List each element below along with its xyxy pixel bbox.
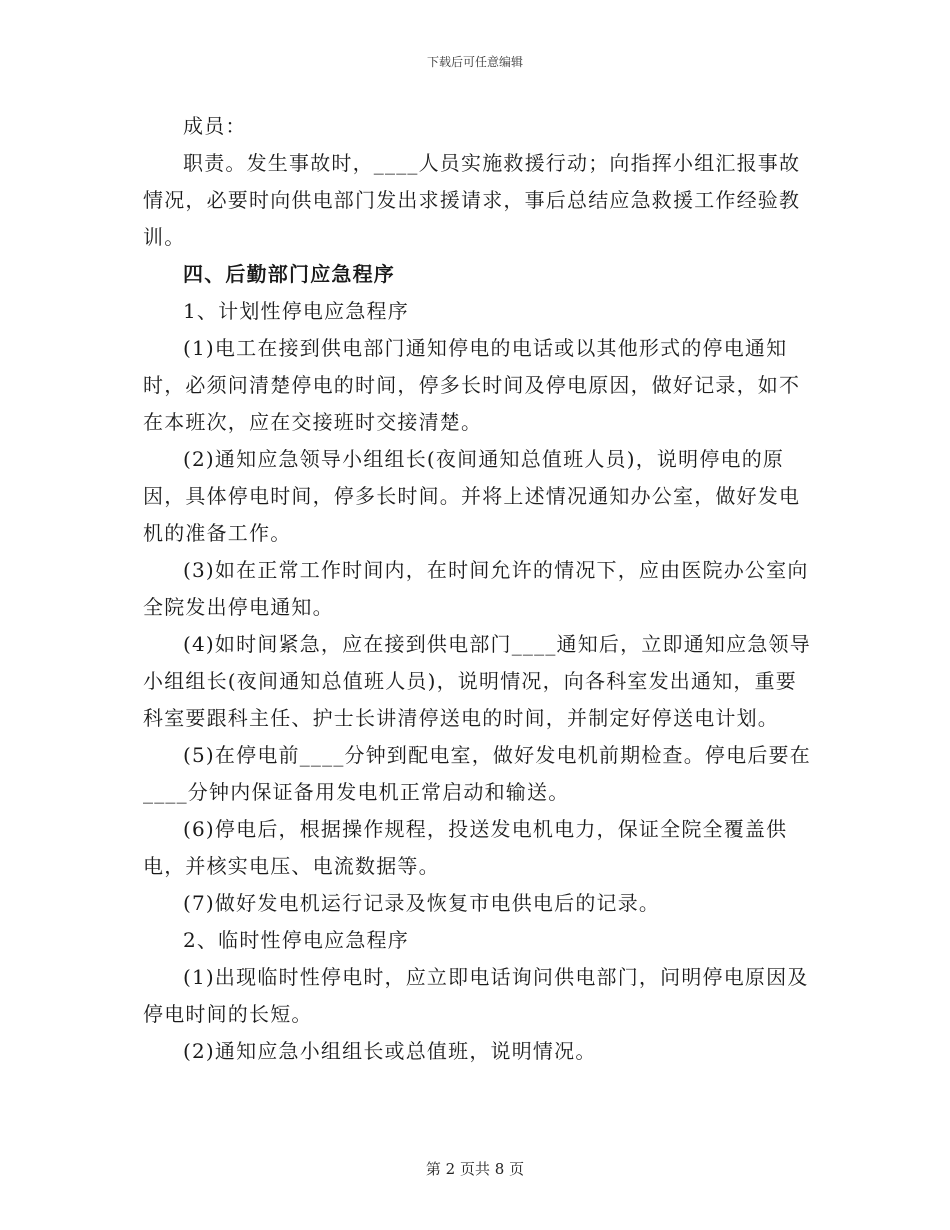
page-number: 第 2 页共 8 页 [425, 1160, 525, 1178]
subheading-planned-outage: 1、计划性停电应急程序 [183, 299, 409, 323]
paragraph-planned-1: (1)电工在接到供电部门通知停电的电话或以其他形式的停电通知时，必须问清楚停电的时间，停多长时间及停电原因，做好记录，如不在本班次，应在交接班时交接清楚。 [143, 336, 801, 434]
paragraph-duties: 职责。发生事故时，____人员实施救援行动；向指挥小组汇报事故情况，必要时向供电部门发出求援请求，事后总结应急救援工作经验教训。 [143, 151, 801, 249]
paragraph-temporary-1: (1)出现临时性停电时，应立即电话询问供电部门，问明停电原因及停电时间的长短。 [143, 965, 809, 1026]
section-heading-logistics: 四、后勤部门应急程序 [183, 262, 395, 286]
paragraph-temporary-2: (2)通知应急小组组长或总值班，说明情况。 [183, 1039, 597, 1063]
subheading-temporary-outage: 2、临时性停电应急程序 [183, 928, 409, 952]
page-header: 下载后可任意编辑 [426, 55, 523, 69]
paragraph-planned-3: (3)如在正常工作时间内，在时间允许的情况下，应由医院办公室向全院发出停电通知。 [143, 558, 809, 619]
paragraph-members: 成员： [183, 114, 247, 138]
paragraph-planned-7: (7)做好发电机运行记录及恢复市电供电后的记录。 [183, 891, 661, 915]
paragraph-planned-6: (6)停电后，根据操作规程，投送发电机电力，保证全院全覆盖供电，并核实电压、电流数据等。 [143, 817, 788, 878]
paragraph-planned-2: (2)通知应急领导小组组长(夜间通知总值班人员)，说明停电的原因，具体停电时间，停多长时间。并将上述情况通知办公室，做好发电机的准备工作。 [143, 447, 801, 545]
paragraph-planned-5: (5)在停电前____分钟到配电室，做好发电机前期检查。停电后要在____分钟内保证备用发电机正常启动和输送。 [143, 743, 811, 804]
document-body [143, 108, 811, 1070]
paragraph-planned-4: (4)如时间紧急，应在接到供电部门____通知后，立即通知应急领导小组组长(夜间通知总值班人员)，说明情况，向各科室发出通知，重要科室要跟科主任、护士长讲清停送电的时间，并制定好停送电计划。 [143, 632, 811, 730]
